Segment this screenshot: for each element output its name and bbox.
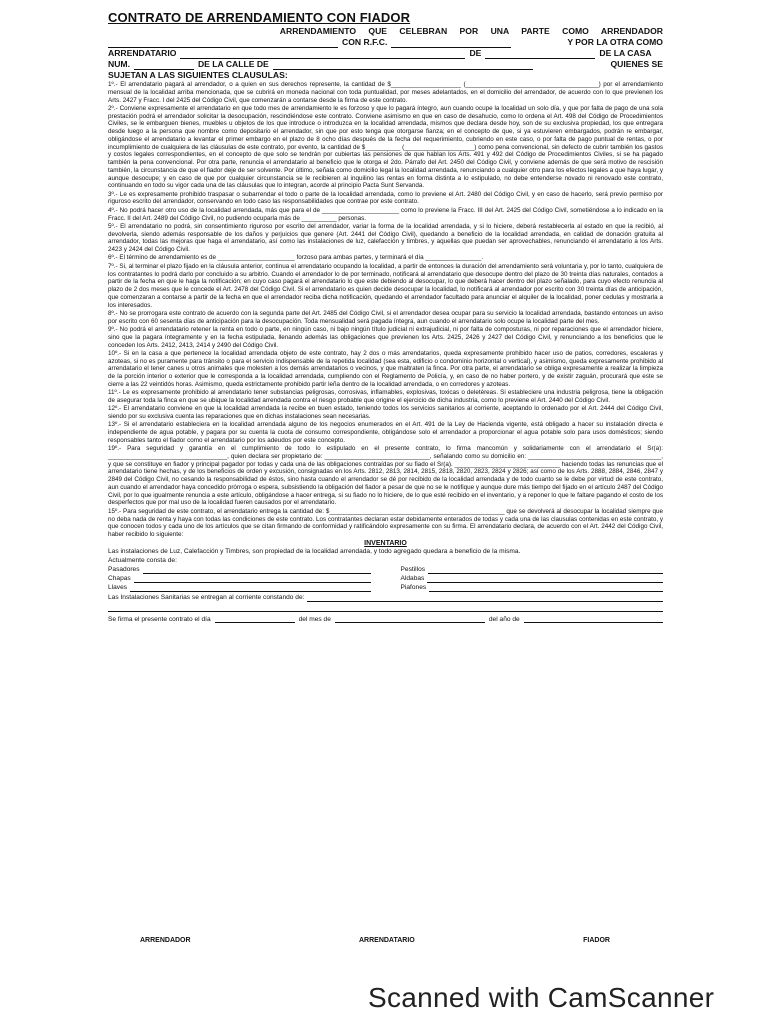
signature-arrendador: ARRENDADOR — [140, 937, 191, 944]
header-line-4: NUM. DE LA CALLE DE QUIENES SE — [108, 59, 663, 69]
inventory-blank — [428, 566, 663, 574]
inventory-blank — [429, 584, 663, 592]
clause-12: 12º.- El arrendatario conviene en que la localidad arrendada la recibe en buen estado, teniendo todos los servicios sanitarios al corriente, aceptando lo ordenado por el Art. 2444 del Código Civil, siendo por su exclusiva cuenta las reparaciones que en dichas instalaciones sean necesarias. — [108, 405, 663, 421]
inventory-item: Pasadores — [108, 565, 371, 574]
street-blank — [273, 61, 533, 70]
house-number-blank — [134, 61, 194, 70]
camscanner-watermark: Scanned with CamScanner — [368, 982, 715, 1013]
header-line-2: CON R.F.C. Y POR LA OTRA COMO — [108, 37, 663, 48]
inventory-section — [108, 547, 663, 602]
inventory-blank — [427, 575, 663, 583]
clauses-body — [108, 81, 663, 539]
day-blank — [215, 615, 295, 623]
inventory-item: Llaves — [108, 583, 371, 592]
clause-7: 7º.- Si, al terminar el plazo fijado en la cláusula anterior, continua el arrendatario ocupando la localidad, a partir de entonces la duración del arrendamiento será voluntaria y, por lo tanto, cualquiera de los contratantes lo podrá darlo por concluido a su arbitrio. Cuando el arrendador lo de por terminado, notificará al arrendatario que desocupe dentro del plazo de 30 treinta días naturales, contados a partir de la fecha en que le haga la notificación; en cuyo caso pagará el arrendatario lo que este debiendo al desocupar, lo que deberá hacer dentro del plazo señalado, para cuyo efecto renuncia al plazo de 2 dos meses que le concede el Art. 2478 del Código Civil. Si el arrendatario es quien decide desocupar la localidad, lo notificará al arrendador por escrito con 30 treinta días de anticipación, que comenzaran a contarse a partir de la fecha en que el arrendador reciba dicha notificación, quedando el arrendador facultado para anunciar el alquiler de la localidad, poner cedulas y mostrarla a los interesados. — [108, 262, 663, 309]
clause-11: 11º.- Le es expresamente prohibido al arrendatario tener substancias peligrosas, corrosivas, inflamables, explosivas, toxicas o deletéreas. Si estableciere una industria peligrosa, tiene la obligación de asegurar toda la finca en que se ubique la localidad arrendada contra el riesgo probable que origine el ejercicio de dicha industria, como lo previene el Art. 2440 del Código Civil. — [108, 389, 663, 404]
signature-labels — [140, 937, 610, 944]
clause-19: 19º.- Para seguridad y garantía en el cumplimiento de todo lo estipulado en el presente contrato, lo firma mancomún y solidariamente con el arrendatario el Sr(a): __________________________________, quien declara ser propietario de: ______________________________, señalando como su domicilio en: ______________________________________, y que se constituye en fiador y principal pagador por todas y cada una de las obligaciones contraídas por su fiado el Sr(a). ______________________________ haciendo todas las renuncias que el arrendatario tiene hechas, y de los beneficios de orden y excusión, consignadas en los Arts. 2812, 2813, 2814, 2815, 2818, 2820, 2823, 2824 y 2826; así como de los Arts. 2888, 2884, 2846, 2847 y 2849 del Código Civil, no cesando la responsabilidad de éstos, sino hasta cuando el arrendador se dé por recibido de la localidad arrendada y de todo cuanto se le debe por virtud de este contrato, aun cuando el arrendador haya concedido prórroga o espera, subsistiendo la obligación del fiador a pesar de que no se le notifique y aunque dure más tiempo del fijado en el artículo 2487 del Código Civil, por lo que igualmente renuncia a este artículo, obligándose a hacer entrega, si su fiado no lo hiciere, de lo que esté recibido en el inventario, y a reponer lo que le faltare pagando el costo de los desperfectos que por mal uso de la localidad fueren causados por el arrendatario. — [108, 445, 663, 507]
inventory-item: Chapas — [108, 574, 371, 583]
header-line-3: ARRENDATARIO DE DE LA CASA — [108, 48, 652, 58]
rfc-blank — [391, 39, 511, 48]
clause-13: 13º.- Si el arrendatario estableciera en la localidad arrendada alguno de los negocios enumerados en el Art. 491 de la Ley de Hacienda vigente, está obligado a hacer su instalación directa e independiente de agua potable, y pagara por su cuenta la cuota de consumo correspondiente, obligándose solo el arrendador a proporcionar el agua potable solo para usos domésticos; siendo responsables tanto el fiador como el arrendatario por los adeudos por este concepto. — [108, 421, 663, 444]
inventory-item: Pestillos — [401, 565, 664, 574]
month-blank — [335, 615, 485, 623]
year-blank — [524, 615, 663, 623]
clause-4: 4º.- No podrá hacer otro uso de la localidad arrendada, más que para el de ______________________ como lo previene la Fracc. III del Art. 2425 del Código Civil, sometiéndose a lo indicado en la Fracc. II del Art. 2489 del Código Civil, no pudiendo ocuparla más de __________ personas. — [108, 206, 663, 222]
header-line-5: SUJETAN A LAS SIGUIENTES CLAUSULAS: — [108, 70, 288, 80]
arrendador-name-blank — [108, 39, 338, 48]
signature-arrendatario: ARRENDATARIO — [358, 937, 415, 944]
clause-5: 5º.- El arrendatario no podrá, sin consentimiento riguroso por escrito del arrendador, variar la forma de la localidad arrendada, y si lo hiciere, deberá restablecerla al estado en que la recibió, al devolverla, siendo además responsable de los daños y perjuicios que genere (Art. 2441 del Código Civil), quedando a beneficio de la localidad arrendada, en calidad de donación gratuita al arrendador, todas las mejoras que haga el arrendatario, así como las instalaciones de luz, calefacción y timbres, y aquellas que puedan ser aprovechables, renunciando el arrendatario a los Arts. 2423 y 2424 del Código Civil. — [108, 222, 663, 254]
sanitary-blank — [307, 594, 663, 602]
clause-3: 3º.- Le es expresamente prohibido traspasar o subarrendar el todo o parte de la localidad arrendada, como lo previene el Art. 2480 del Código Civil, y en caso de hacerlo, será previo permiso por riguroso escrito del arrendador, conservando en todo caso las responsabilidades que contrae por este contrato. — [108, 190, 663, 206]
inventory-grid — [108, 565, 663, 592]
inventory-left-column — [108, 565, 371, 592]
clause-10: 10º.- Si en la casa a que pertenece la localidad arrendada objeto de este contrato, hay 2 dos o más arrendatarios, queda expresamente prohibido hacer uso de patios, corredores, escaleras y azoteas, si no es puramente para tránsito o para el servicio indispensable de la repetida localidad (sea esta, edificio o condominio horizontal o vertical), y asimismo, queda expresamente prohibido al arrendatario el tener canes u otros animales que molesten a los demás arrendatarios o vecinos, y que maltraten la finca. Por otra parte, el arrendatario se obliga expresamente a realizar la limpieza de la porción interior o exterior que le corresponda a la localidad arrendada, cumpliendo con el Reglamento de Policía, y, en caso de no haber portero, y de existir zaguán, procurará que este se cierre a las 22 veintidós horas. Asimismo, queda estrictamente prohibido partir leña dentro de la localidad arrendada, o en corredores y azoteas. — [108, 349, 663, 388]
signing-date-row: Se firma el presente contrato el día del mes de del año de — [108, 611, 663, 623]
inventory-blank — [143, 566, 371, 574]
clause-6: 6º.- El término de arrendamiento es de ______________________ forzoso para ambas partes, y terminará el día ________________. — [108, 254, 484, 262]
inventory-blank — [134, 575, 371, 583]
clause-8: 8º.- No se prorrogara este contrato de acuerdo con la segunda parte del Art. 2485 del Código Civil, si el arrendador desea ocupar para su servicio la localidad arrendada, bastando entonces un aviso por escrito con 60 sesenta días de anticipación para la desocupación. Toda mensualidad será pagada íntegra, aun cuando el arrendatario solo ocupe la localidad parte del mes. — [108, 309, 663, 325]
signature-fiador: FIADOR — [583, 937, 610, 944]
inventory-item: Aldabas — [401, 574, 664, 583]
inventory-intro: Las instalaciones de Luz, Calefacción y Timbres, son propiedad de la localidad arrendada, y todo agregado quedara a beneficio de la misma. — [108, 547, 521, 555]
clause-2: 2º.- Conviene expresamente el arrendatario en que todo mes de arrendamiento le es forzoso y que lo pagará íntegro, aun cuando ocupe la localidad un solo día, y que por falta de pago de una sola prestación podrá el arrendador solicitar la desocupación, rescindiéndose este contrato. Conviene asimismo en que en caso de desahucio, como lo ordena el Art. 498 del Código de Procedimientos Civiles, se le embarguen bienes, muebles u objetos de los que introduce o introduzca en la localidad arrendada, mismos que declara desde hoy, son de su exclusiva propiedad, los que entregara desde luego a la persona que nombre como depositario el arrendador, sin que por esto tenga que otorgarse fianza; en el concepto de que, si ya estuvieren embargados, podrán re embargar, obligándose el arrendatario a levantar el primer embargo en el plazo de 8 ocho días después de la fecha del requerimiento, cubriendo en este caso, o por falta de pago puntual de rentas, o por incumplimiento de cualquiera de las cláusulas de este contrato, por evento, la cantidad de $__________ (____________________) como pena convencional, sin defecto de cubrir también los gastos y costos legales correspondientes, en el concepto de que solo se tendrán por cubiertas las pensiones de que hablan los Arts. 491 y 492 del Código de Procedimientos Civiles, si se ha pagado también la pena convencional. Por otra parte, renuncia el arrendatario al beneficio que le otorga el 2do. Párrafo del Art. 2450 del Código Civil, y conviene además de que será motivo de rescisión también, la circunstancia de que el fiador deje de ser solvente. Por último, señala como domicilio legal la localidad arrendada, renunciando a cualquier otro para los efectos legales a que haya lugar, y aunque desocupe; y en caso de que por cualquier circunstancia se le recibieren al inquilino las rentas en forma distinta a lo estipulado, no debe entenderse novado ni renovado este contrato, continuando en todo su vigor cada una de las cláusulas que lo integran, acorde al principio Pacta Sunt Servanda. — [108, 104, 663, 190]
sanitary-installations-row: Las Instalaciones Sanitarias se entregan al corriente constando de: — [108, 593, 663, 602]
arrendatario-name-blank — [180, 50, 465, 59]
inventory-title: INVENTARIO — [364, 539, 407, 547]
contract-header — [108, 26, 663, 81]
clause-9: 9º.- No podrá el arrendatario retener la renta en todo o parte, en ningún caso, ni bajo ningún título judicial ni extrajudicial, ni por falta de composturas, ni por reparaciones que el arrendador hiciere, sino que la pagara íntegramente y en la fecha estipulada, llenando además las obligaciones que previenen los Arts. 2425, 2426 y 2427 del Código Civil, y renunciando a los beneficios que le conceden los Arts. 2412, 2413, 2414 y 2490 del Código Civil. — [108, 326, 663, 349]
inventory-blank — [130, 584, 370, 592]
origin-blank — [485, 50, 595, 59]
document-title: CONTRATO DE ARRENDAMIENTO CON FIADOR — [108, 10, 411, 25]
contract-page — [108, 10, 663, 623]
clause-1: 1º.- El arrendatario pagará al arrendador, o a quien en sus derechos represente, la cantidad de $____________________ (______________________________________) por el arrendamiento mensual de la localidad arriba mencionada, que se cubrirá en moneda nacional con toda puntualidad, por meses adelantados, en el domicilio del arrendador, de acuerdo con lo que previenen los Arts. 2427 y Fracc. I del 2425 del Código Civil, que comenzarán a contarse desde la firma de este contrato. — [108, 81, 663, 104]
inventory-right-column — [401, 565, 664, 592]
inventory-consta: Actualmente consta de: — [108, 556, 177, 564]
header-line-1: ARRENDAMIENTO QUE CELEBRAN POR UNA PARTE COMO ARRENDADOR — [279, 26, 663, 36]
inventory-item: Piafones — [401, 583, 664, 592]
clause-15: 15º.- Para seguridad de este contrato, el arrendatario entrega la cantidad de: $__________________________________________________ que se devolverá al desocupar la localidad siempre que no deba nada de renta y haya con todas las condiciones de este contrato. Los contratantes declaran estar debidamente enterados de todas y cada una de las clausulas contenidas en este contrato, y que conocen todos y cada uno de los artículos que se citan firmando de conformidad y ratificándolo expresamente con su firma. El arrendatario declara, de acuerdo con el Art. 2442 del Código Civil, haber recibido lo siguiente: — [108, 507, 663, 539]
